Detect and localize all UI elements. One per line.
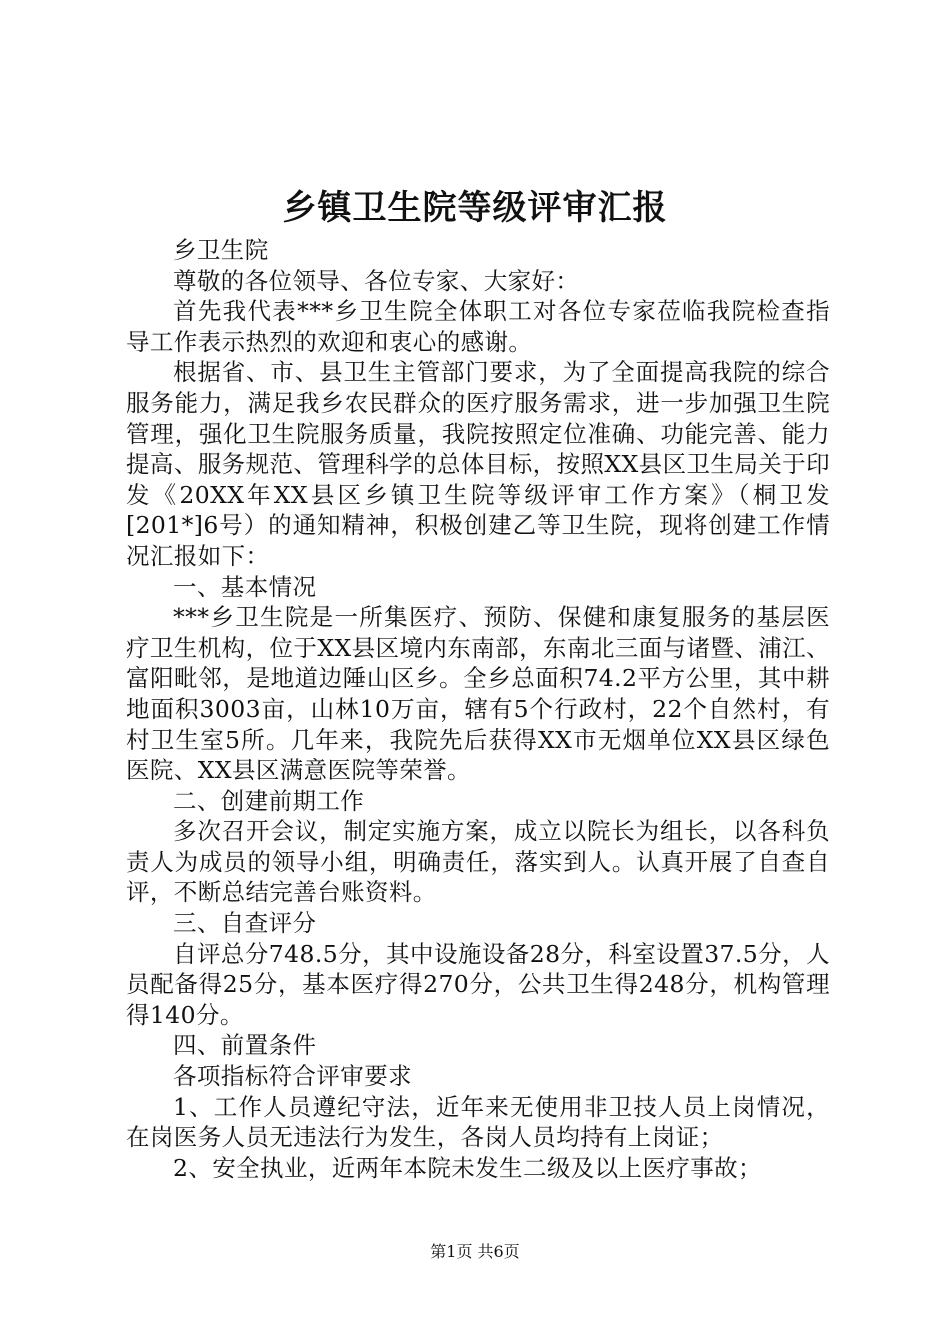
paragraph-basic-info: ***乡卫生院是一所集医疗、预防、保健和康复服务的基层医疗卫生机构，位于XX县区境内东南部，东南北三面与诸暨、浦江、富阳毗邻，是地道边陲山区乡。全乡总面积74.2平方公里，其中耕地面积3003亩，山林10万亩，辖有5个行政村，22个自然村，有村卫生室5所。几年来，我院先后获得XX市无烟单位XX县区绿色医院、XX县区满意医院等荣誉。 xyxy=(126,603,830,785)
page-number-footer: 第1页 共6页 xyxy=(430,1242,520,1261)
section-heading-preconditions: 四、前置条件 xyxy=(173,1031,317,1060)
section-heading-basic: 一、基本情况 xyxy=(173,572,317,601)
paragraph-preparation: 多次召开会议，制定实施方案，成立以院长为组长，以各科负责人为成员的领导小组，明确责任，落实到人。认真开展了自查自评，不断总结完善台账资料。 xyxy=(126,817,830,907)
document-title: 乡镇卫生院等级评审汇报 xyxy=(282,188,668,228)
paragraph-welcome: 首先我代表***乡卫生院全体职工对各位专家莅临我院检查指导工作表示热烈的欢迎和衷心的感谢。 xyxy=(126,297,830,356)
paragraph-self-assessment: 自评总分748.5分，其中设施设备28分，科室设置37.5分，人员配备得25分，基本医疗得270分，公共卫生得248分，机构管理得140分。 xyxy=(126,939,830,1029)
list-item-1: 1、工作人员遵纪守法，近年来无使用非卫技人员上岗情况，在岗医务人员无违法行为发生，各岗人员均持有上岗证； xyxy=(126,1092,830,1152)
section-heading-self-assessment: 三、自查评分 xyxy=(173,909,317,938)
section-heading-preparation: 二、创建前期工作 xyxy=(173,786,365,815)
document-body xyxy=(126,235,830,1183)
list-item-2: 2、安全执业，近两年本院未发生二级及以上医疗事故； xyxy=(173,1153,762,1182)
paragraph-requirements: 各项指标符合评审要求 xyxy=(173,1062,412,1091)
paragraph-hospital-name: 乡卫生院 xyxy=(173,236,269,264)
paragraph-greeting: 尊敬的各位领导、各位专家、大家好： xyxy=(173,266,580,295)
paragraph-background: 根据省、市、县卫生主管部门要求，为了全面提高我院的综合服务能力，满足我乡农民群众的医疗服务需求，进一步加强卫生院管理，强化卫生院服务质量，我院按照定位准确、功能完善、能力提高、服务规范、管理科学的总体目标，按照XX县区卫生局关于印发《20XX年XX县区乡镇卫生院等级评审工作方案》（桐卫发[201*]6号）的通知精神，积极创建乙等卫生院，现将创建工作情况汇报如下： xyxy=(126,358,830,570)
